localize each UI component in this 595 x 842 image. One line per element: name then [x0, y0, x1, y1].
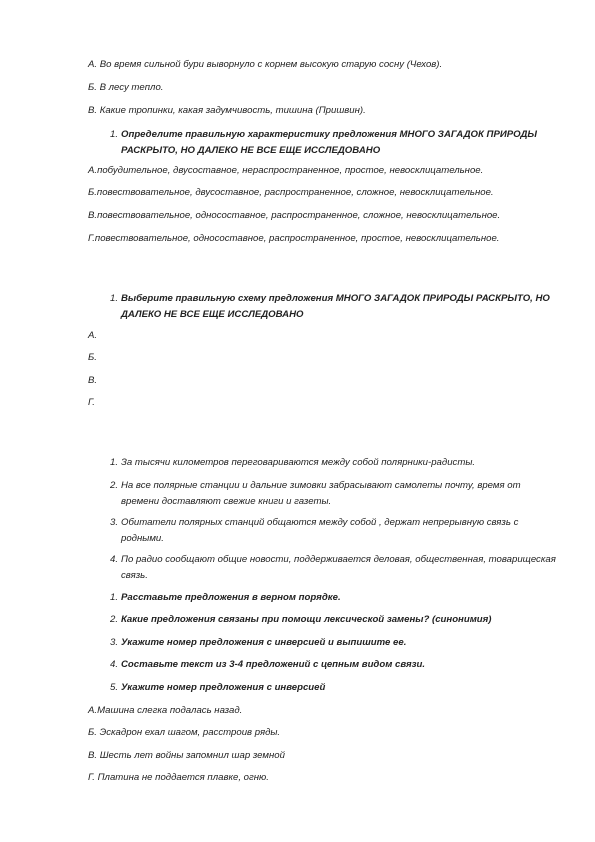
list-number: 3.: [109, 517, 118, 528]
list-item-text: По радио сообщают общие новости, поддерживается деловая, общественная, товарищеская связь.: [121, 554, 556, 581]
list-number: 5.: [109, 682, 118, 693]
question-text: Определите правильную характеристику предложения МНОГО ЗАГАДОК ПРИРОДЫ РАСКРЫТО, НО ДАЛЕКО НЕ ВСЕ ЕЩЕ ИССЛЕДОВАНО: [121, 129, 537, 156]
list-number: 1.: [109, 129, 118, 140]
sentence-b: Б. В лесу тепло.: [88, 82, 164, 93]
list-number: 1.: [109, 293, 118, 304]
task-text: Укажите номер предложения с инверсией и выпишите ее.: [121, 637, 407, 648]
option-g: Г.повествовательное, односоставное, распространенное, простое, невосклицательное.: [88, 233, 500, 244]
scheme-option-v: В.: [88, 375, 98, 386]
sentence-a: А. Во время сильной бури выворнуло с корнем высокую старую сосну (Чехов).: [88, 59, 443, 70]
scheme-option-g: Г.: [88, 397, 95, 408]
list-item-text: Обитатели полярных станций общаются между собой , держат непрерывную связь с родными.: [121, 517, 519, 544]
sentence-g: Г. Платина не поддается плавке, огню.: [88, 772, 269, 783]
scheme-option-b: Б.: [88, 352, 97, 363]
sentence-b: Б. Эскадрон ехал шагом, расстроив ряды.: [88, 727, 281, 738]
list-item-text: На все полярные станции и дальние зимовки забрасывают самолеты почту, время от времени доставляют свежие книги и газеты.: [121, 480, 521, 507]
option-a: А.побудительное, двусоставное, нераспространенное, простое, невосклицательное.: [88, 165, 484, 176]
list-item-text: За тысячи километров переговариваются между собой полярники-радисты.: [121, 457, 476, 468]
list-number: 4.: [109, 554, 118, 565]
list-number: 2.: [109, 614, 118, 625]
list-number: 1.: [109, 457, 118, 468]
sentence-v: В. Какие тропинки, какая задумчивость, тишина (Пришвин).: [88, 105, 366, 116]
task-text: Укажите номер предложения с инверсией: [121, 682, 326, 693]
task-text: Какие предложения связаны при помощи лексической замены? (синонимия): [121, 614, 492, 625]
task-text: Расставьте предложения в верном порядке.: [121, 592, 341, 603]
task-text: Составьте текст из 3-4 предложений с цепным видом связи.: [121, 659, 426, 670]
question-text: Выберите правильную схему предложения МНОГО ЗАГАДОК ПРИРОДЫ РАСКРЫТО, НО ДАЛЕКО НЕ ВСЕ ЕЩЕ ИССЛЕДОВАНО: [121, 293, 550, 320]
sentence-a: А.Машина слегка подалась назад.: [88, 705, 243, 716]
option-b: Б.повествовательное, двусоставное, распространенное, сложное, невосклицательное.: [88, 187, 494, 198]
list-number: 1.: [109, 592, 118, 603]
list-number: 3.: [109, 637, 118, 648]
sentence-v: В. Шесть лет войны запомнил шар земной: [88, 750, 285, 761]
option-v: В.повествовательное, односоставное, распространенное, сложное, невосклицательное.: [88, 210, 501, 221]
scheme-option-a: А.: [88, 330, 98, 341]
list-number: 4.: [109, 659, 118, 670]
list-number: 2.: [109, 480, 118, 491]
